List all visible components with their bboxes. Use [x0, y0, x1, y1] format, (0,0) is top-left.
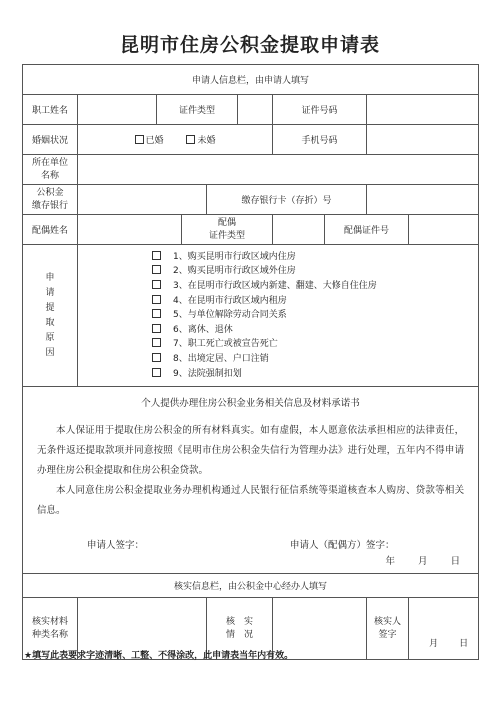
- promise-date: [37, 553, 464, 567]
- verify-month-label: 月: [429, 639, 439, 649]
- verify-status-label-line1: 核 实: [225, 616, 253, 627]
- reason-option: [152, 264, 478, 279]
- spouse-signature-label: 申请人（配偶方）签字：: [290, 540, 395, 551]
- phone-field[interactable]: [367, 125, 479, 155]
- reason-label: [23, 245, 78, 387]
- reason-option: [152, 323, 478, 338]
- spouse-id-type-label-line1: 配偶: [217, 217, 236, 228]
- verify-materials-label-line2: 种类名称: [31, 629, 68, 640]
- married-option-label: 已婚: [145, 136, 164, 146]
- spouse-id-type-label: [182, 215, 273, 245]
- verify-day-label: 日: [459, 639, 469, 649]
- reason-label-char: 提: [45, 302, 55, 313]
- spouse-name-field[interactable]: [78, 215, 182, 245]
- employer-label: [23, 155, 78, 185]
- id-number-label: 证件号码: [273, 95, 367, 125]
- month-label: 月: [418, 556, 428, 567]
- promise-paragraph-2: 本人同意住房公积金提取业务办理机构通过人民银行征信系统等渠道核查本人购房、贷款等相关信息。: [37, 485, 465, 516]
- unmarried-option-label: 未婚: [197, 136, 216, 146]
- reason-text: 2、购买昆明市行政区域外住房: [173, 266, 296, 277]
- reason-text: 3、在昆明市行政区域内新建、翻建、大修自住住房: [173, 281, 377, 292]
- signature-row: [37, 537, 464, 551]
- bank-label-line2: 缴存银行: [31, 200, 68, 211]
- bank-field[interactable]: [78, 185, 207, 215]
- employer-field[interactable]: [78, 155, 479, 185]
- reason-list: [78, 245, 479, 387]
- spouse-id-number-label: 配偶证件号: [325, 215, 409, 245]
- reason-label-char: 因: [45, 347, 55, 358]
- marital-status-field: [78, 125, 273, 155]
- reason-checkbox[interactable]: [152, 338, 161, 347]
- promise-paragraph-1: 本人保证用于提取住房公积金的所有材料真实。如有虚假，本人愿意依法承担相应的法律责任，无条件返还提取款项并同意按照《昆明市住房公积金失信行为管理办法》进行处理，五年内不得申请办理住房公积金提取和住房公积金贷款。: [37, 425, 465, 476]
- marital-status-label: 婚姻状况: [23, 125, 78, 155]
- reason-checkbox[interactable]: [152, 251, 161, 260]
- unmarried-checkbox[interactable]: [186, 135, 195, 144]
- application-form: [22, 64, 479, 660]
- reason-label-char: 请: [45, 287, 55, 298]
- year-label: 年: [385, 556, 395, 567]
- reason-text: 6、离休、退休: [173, 324, 233, 335]
- reason-option: [152, 279, 478, 294]
- verify-signer-label-line1: 核实人: [373, 616, 401, 627]
- reason-text: 4、在昆明市行政区域内租房: [173, 295, 287, 306]
- reason-text: 9、法院强制扣划: [173, 368, 242, 379]
- reason-text: 1、购买昆明市行政区域内住房: [173, 251, 296, 262]
- bank-card-label: 缴存银行卡（存折）号: [207, 185, 367, 215]
- spouse-id-type-label-line2: 证件类型: [208, 230, 245, 241]
- name-field[interactable]: [78, 95, 157, 125]
- reason-text: 5、与单位解除劳动合同关系: [173, 310, 287, 321]
- bank-card-field[interactable]: [367, 185, 479, 215]
- reason-checkbox[interactable]: [152, 265, 161, 274]
- name-label: 职工姓名: [23, 95, 78, 125]
- reason-option: [152, 294, 478, 309]
- verify-materials-label-line1: 核实材料: [31, 616, 68, 627]
- verify-signer-label-line2: 签字: [378, 629, 397, 640]
- verify-signer-label: [367, 598, 409, 660]
- verify-section-header: 核实信息栏，由公积金中心经办人填写: [23, 574, 479, 598]
- reason-checkbox[interactable]: [152, 295, 161, 304]
- reason-checkbox[interactable]: [152, 280, 161, 289]
- verify-date-field[interactable]: [409, 598, 479, 660]
- reason-option: [152, 308, 478, 323]
- reason-label-char: 原: [45, 332, 55, 343]
- verify-status-label-line2: 情 况: [225, 629, 253, 640]
- reason-option: [152, 250, 478, 265]
- reason-checkbox[interactable]: [152, 309, 161, 318]
- id-type-label: 证件类型: [157, 95, 238, 125]
- reason-label-char: 申: [45, 272, 55, 283]
- reason-checkbox[interactable]: [152, 324, 161, 333]
- married-checkbox[interactable]: [135, 135, 144, 144]
- spouse-id-type-field[interactable]: [273, 215, 325, 245]
- phone-label: 手机号码: [273, 125, 367, 155]
- footer-note: ★填写此表要求字迹清晰、工整、不得涂改，此申请表当年内有效。: [24, 651, 294, 661]
- bank-label: [23, 185, 78, 215]
- page-title: 昆明市住房公积金提取申请表: [119, 34, 380, 56]
- day-label: 日: [450, 556, 461, 567]
- promise-title: 个人提供办理住房公积金业务相关信息及材料承诺书: [141, 398, 360, 409]
- reason-checkbox[interactable]: [152, 368, 161, 377]
- id-number-field[interactable]: [367, 95, 479, 125]
- applicant-signature-label: 申请人签字：: [87, 540, 145, 551]
- employer-label-line1: 所在单位: [31, 157, 68, 168]
- id-type-field[interactable]: [238, 95, 273, 125]
- applicant-section-header: 申请人信息栏，由申请人填写: [23, 65, 479, 95]
- reason-option: [152, 367, 478, 382]
- reason-label-char: 取: [45, 317, 55, 328]
- reason-text: 8、出境定居、户口注销: [173, 353, 269, 364]
- promise-section: [23, 387, 479, 574]
- spouse-name-label: 配偶姓名: [23, 215, 78, 245]
- reason-option: [152, 337, 478, 352]
- bank-label-line1: 公积金: [36, 187, 64, 198]
- spouse-id-number-field[interactable]: [409, 215, 479, 245]
- reason-checkbox[interactable]: [152, 353, 161, 362]
- reason-text: 7、职工死亡或被宣告死亡: [173, 339, 278, 350]
- reason-option: [152, 352, 478, 367]
- employer-label-line2: 名称: [40, 170, 59, 181]
